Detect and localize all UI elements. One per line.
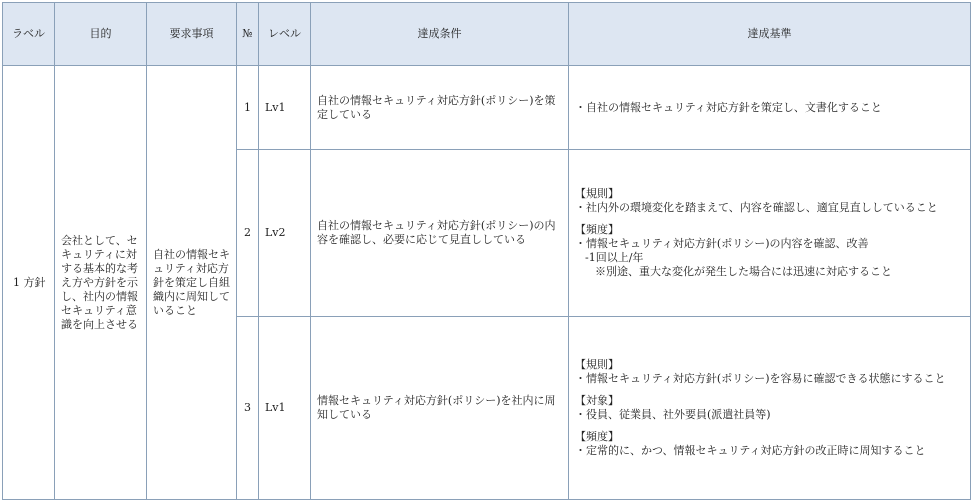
row-criteria — [569, 317, 971, 500]
row-no: 2 — [237, 150, 259, 317]
criteria-line: ・情報セキュリティ対応方針(ポリシー)を容易に確認できる状態にすること — [575, 372, 946, 385]
header-requirement: 要求事項 — [147, 3, 237, 66]
criteria-line: -1回以上/年 — [585, 251, 644, 264]
criteria-line: ・定常的に、かつ、情報セキュリティ対応方針の改正時に周知すること — [575, 444, 926, 457]
label-cell: 1 方針 — [3, 66, 55, 500]
criteria-line: ※別途、重大な変化が発生した場合には迅速に対応すること — [595, 265, 892, 278]
row-level: Lv1 — [259, 66, 311, 150]
requirements-table — [2, 2, 971, 500]
row-condition: 自社の情報セキュリティ対応方針(ポリシー)の内容を確認し、必要に応じて見直ししている — [311, 150, 569, 317]
criteria-line: ・役員、従業員、社外要員(派遣社員等) — [575, 408, 771, 421]
criteria-gap — [575, 215, 964, 223]
criteria-line: ・自社の情報セキュリティ対応方針を策定し、文書化すること — [575, 100, 882, 114]
table-row — [3, 66, 971, 150]
criteria-line: ・社内外の環境変化を踏まえて、内容を確認し、適宜見直ししていること — [575, 201, 938, 214]
row-condition: 自社の情報セキュリティ対応方針(ポリシー)を策定している — [311, 66, 569, 150]
row-condition: 情報セキュリティ対応方針(ポリシー)を社内に周知している — [311, 317, 569, 500]
header-purpose: 目的 — [55, 3, 147, 66]
row-no: 3 — [237, 317, 259, 500]
row-level: Lv1 — [259, 317, 311, 500]
header-row — [3, 3, 971, 66]
row-criteria — [569, 150, 971, 317]
row-level: Lv2 — [259, 150, 311, 317]
criteria-line: 【頻度】 — [575, 430, 619, 443]
criteria-gap — [575, 422, 964, 430]
header-level: レベル — [259, 3, 311, 66]
row-no: 1 — [237, 66, 259, 150]
header-criteria: 達成基準 — [569, 3, 971, 66]
row-criteria — [569, 66, 971, 150]
criteria-gap — [575, 386, 964, 394]
purpose-cell: 会社として、セキュリティに対する基本的な考え方や方針を示し、社内の情報セキュリティ意識を向上させる — [55, 66, 147, 500]
criteria-line: 【対象】 — [575, 394, 619, 407]
criteria-line: 【頻度】 — [575, 223, 619, 236]
header-condition: 達成条件 — [311, 3, 569, 66]
criteria-line: 【規則】 — [575, 358, 619, 371]
criteria-line: 【規則】 — [575, 187, 619, 200]
header-no: № — [237, 3, 259, 66]
criteria-line: ・情報セキュリティ対応方針(ポリシー)の内容を確認、改善 — [575, 237, 869, 250]
requirement-cell: 自社の情報セキュリティ対応方針を策定し自組織内に周知していること — [147, 66, 237, 500]
header-label: ラベル — [3, 3, 55, 66]
